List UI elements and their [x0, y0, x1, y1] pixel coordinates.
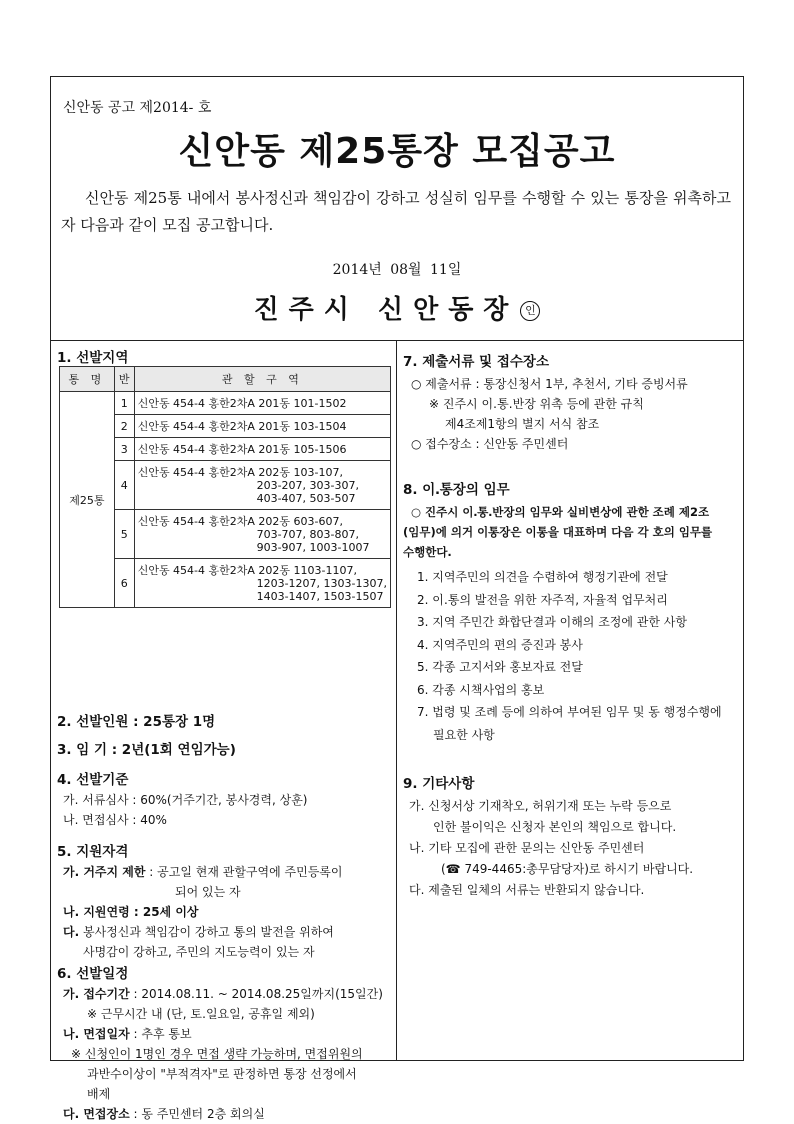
area-cell: 신안동 454-4 홍한2차A 202동 103-107, 203-207, 303-307, 403-407, 503-507 [134, 461, 390, 510]
qualification-spirit-cont: 사명감이 강하고, 주민의 지도능력이 있는 자 [83, 945, 315, 959]
qualification-residence-label: 가. 거주지 제한 [63, 865, 146, 879]
region-table [59, 366, 391, 608]
area-cell: 신안동 454-4 홍한2차A 202동 603-607, 703-707, 803-807, 903-907, 1003-1007 [134, 510, 390, 559]
section-3-title: 3. 임 기 : 2년(1회 연임가능) [57, 742, 236, 758]
notice-frame [50, 76, 744, 1121]
misc-b-2: (☎ 749-4465:총무담당자)로 하시기 바랍니다. [441, 862, 694, 876]
schedule-interview-text: : 추후 통보 [129, 1027, 192, 1041]
section-7-title: 7. 제출서류 및 접수장소 [403, 354, 549, 370]
ban-cell: 2 [114, 415, 134, 438]
list-item: 5. 각종 고지서와 홍보자료 전달 [417, 660, 583, 674]
schedule-period-text: : 2014.08.11. ~ 2014.08.25일까지(15일간) [129, 987, 383, 1001]
signer-name: 진주시 신안동장 [253, 295, 519, 325]
qualification-age: 나. 지원연령 : 25세 이상 [63, 905, 199, 919]
misc-b-1: 나. 기타 모집에 관한 문의는 신안동 주민센터 [409, 841, 645, 855]
list-item: 4. 지역주민의 편의 증진과 봉사 [417, 637, 583, 652]
page-title: 신안동 제25통장 모집공고 [178, 131, 616, 172]
section-9-title: 9. 기타사항 [403, 776, 475, 792]
list-item: 2. 이․통의 발전을 위한 자주적, 자율적 업무처리 [417, 592, 668, 607]
area-cell: 신안동 454-4 홍한2차A 201동 101-1502 [134, 392, 390, 415]
list-item-cont: 필요한 사항 [433, 727, 495, 742]
qualification-residence-cont: 되어 있는 자 [175, 885, 241, 899]
area-cell: 신안동 454-4 홍한2차A 201동 105-1506 [134, 438, 390, 461]
notice-date: 2014년 08월 11일 [332, 262, 462, 278]
section-4-title: 4. 선발기준 [57, 772, 129, 788]
qualification-residence [63, 862, 342, 882]
misc-a-1: 가. 신청서상 기재착오, 허위기재 또는 누락 등으로 [409, 799, 672, 813]
schedule-note-3: 배제 [87, 1087, 111, 1101]
schedule-venue-label: 다. 면접장소 [63, 1107, 130, 1121]
schedule-note-2: 과반수이상이 "부적격자"로 판정하면 통장 선정에서 [87, 1067, 357, 1081]
submit-note-1: ※ 진주시 이․통․반장 위촉 등에 관한 규칙 [429, 397, 644, 411]
criteria-interview: 나. 면접심사 : 40% [63, 813, 167, 827]
ban-cell: 1 [114, 392, 134, 415]
ban-cell: 5 [114, 510, 134, 559]
list-item: 7. 법령 및 조례 등에 의하여 부여된 임무 및 동 행정수행에 [417, 705, 722, 719]
list-item: 3. 지역 주민간 화합단결과 이해의 조정에 관한 사항 [417, 615, 687, 629]
tong-cell: 제25통 [60, 392, 115, 608]
section-2-title: 2. 선발인원 : 25통장 1명 [57, 714, 216, 730]
table-header-row [60, 367, 391, 392]
area-cell: 신안동 454-4 홍한2차A 202동 1103-1107, 1203-1207, 1303-1307, 1403-1407, 1503-1507 [134, 559, 390, 608]
schedule-period-note: ※ 근무시간 내 (단, 토․일요일, 공휴일 제외) [87, 1007, 315, 1021]
duty-list [403, 566, 722, 746]
qualification-spirit [63, 922, 342, 942]
misc-a-2: 인한 불이익은 신청자 본인의 책임으로 합니다. [433, 820, 677, 834]
ban-cell: 3 [114, 438, 134, 461]
duty-intro-3: 수행한다. [403, 545, 452, 559]
notice-header [51, 77, 743, 341]
schedule-interview [63, 1024, 383, 1044]
schedule-note-1: ※ 신청인이 1명인 경우 면접 생략 가능하며, 면접위원의 [71, 1047, 363, 1061]
seal-stamp: 인 [520, 301, 540, 321]
qualification-spirit-label: 다. [63, 925, 80, 939]
section-5-title: 5. 지원자격 [57, 844, 129, 860]
table-row [60, 392, 391, 415]
submit-place: ○ 접수장소 : 신안동 주민센터 [411, 437, 569, 451]
signer [51, 289, 743, 326]
schedule-interview-label: 나. 면접일자 [63, 1027, 130, 1041]
schedule-venue-text: : 동 주민센터 2층 회의실 [129, 1107, 265, 1121]
qualification-residence-text: : 공고일 현재 관할구역에 주민등록이 [145, 865, 343, 879]
schedule-period-label: 가. 접수기간 [63, 987, 130, 1001]
header-ban: 반 [114, 367, 134, 392]
notice-number: 신안동 공고 제2014- 호 [63, 100, 212, 116]
criteria-document: 가. 서류심사 : 60%(거주기간, 봉사경력, 상훈) [63, 793, 308, 807]
intro-text: 신안동 제25통 내에서 봉사정신과 책임감이 강하고 성실히 임무를 수행할 수 있는 통장을 위촉하고자 다음과 같이 모집 공고합니다. [61, 189, 731, 234]
duty-intro-1: ○ 진주시 이․통․반장의 임무와 실비변상에 관한 조례 제2조 [411, 505, 710, 519]
qualification-spirit-text: 봉사정신과 책임감이 강하고 통의 발전을 위하여 [79, 925, 334, 939]
header-tong: 통 명 [60, 367, 115, 392]
schedule-period [63, 984, 383, 1004]
list-item: 1. 지역주민의 의견을 수렴하여 행정기관에 전달 [417, 570, 668, 584]
header-area: 관 할 구 역 [134, 367, 390, 392]
column-divider [396, 340, 397, 1060]
section-1-title: 1. 선발지역 [57, 350, 129, 366]
submit-note-2: 제4조제1항의 별지 서식 참조 [445, 417, 600, 431]
ban-cell: 4 [114, 461, 134, 510]
submit-documents: ○ 제출서류 : 통장신청서 1부, 추천서, 기타 증빙서류 [411, 377, 688, 391]
list-item: 6. 각종 시책사업의 홍보 [417, 682, 545, 697]
misc-c-1: 다. 제출된 일체의 서류는 반환되지 않습니다. [409, 883, 645, 897]
duty-intro-2: (임무)에 의거 이통장은 이통을 대표하며 다음 각 호의 임무를 [403, 525, 713, 539]
area-cell: 신안동 454-4 홍한2차A 201동 103-1504 [134, 415, 390, 438]
section-8-title: 8. 이․통장의 임무 [403, 482, 510, 498]
section-6-title: 6. 선발일정 [57, 966, 129, 982]
ban-cell: 6 [114, 559, 134, 608]
schedule-venue [63, 1104, 383, 1124]
